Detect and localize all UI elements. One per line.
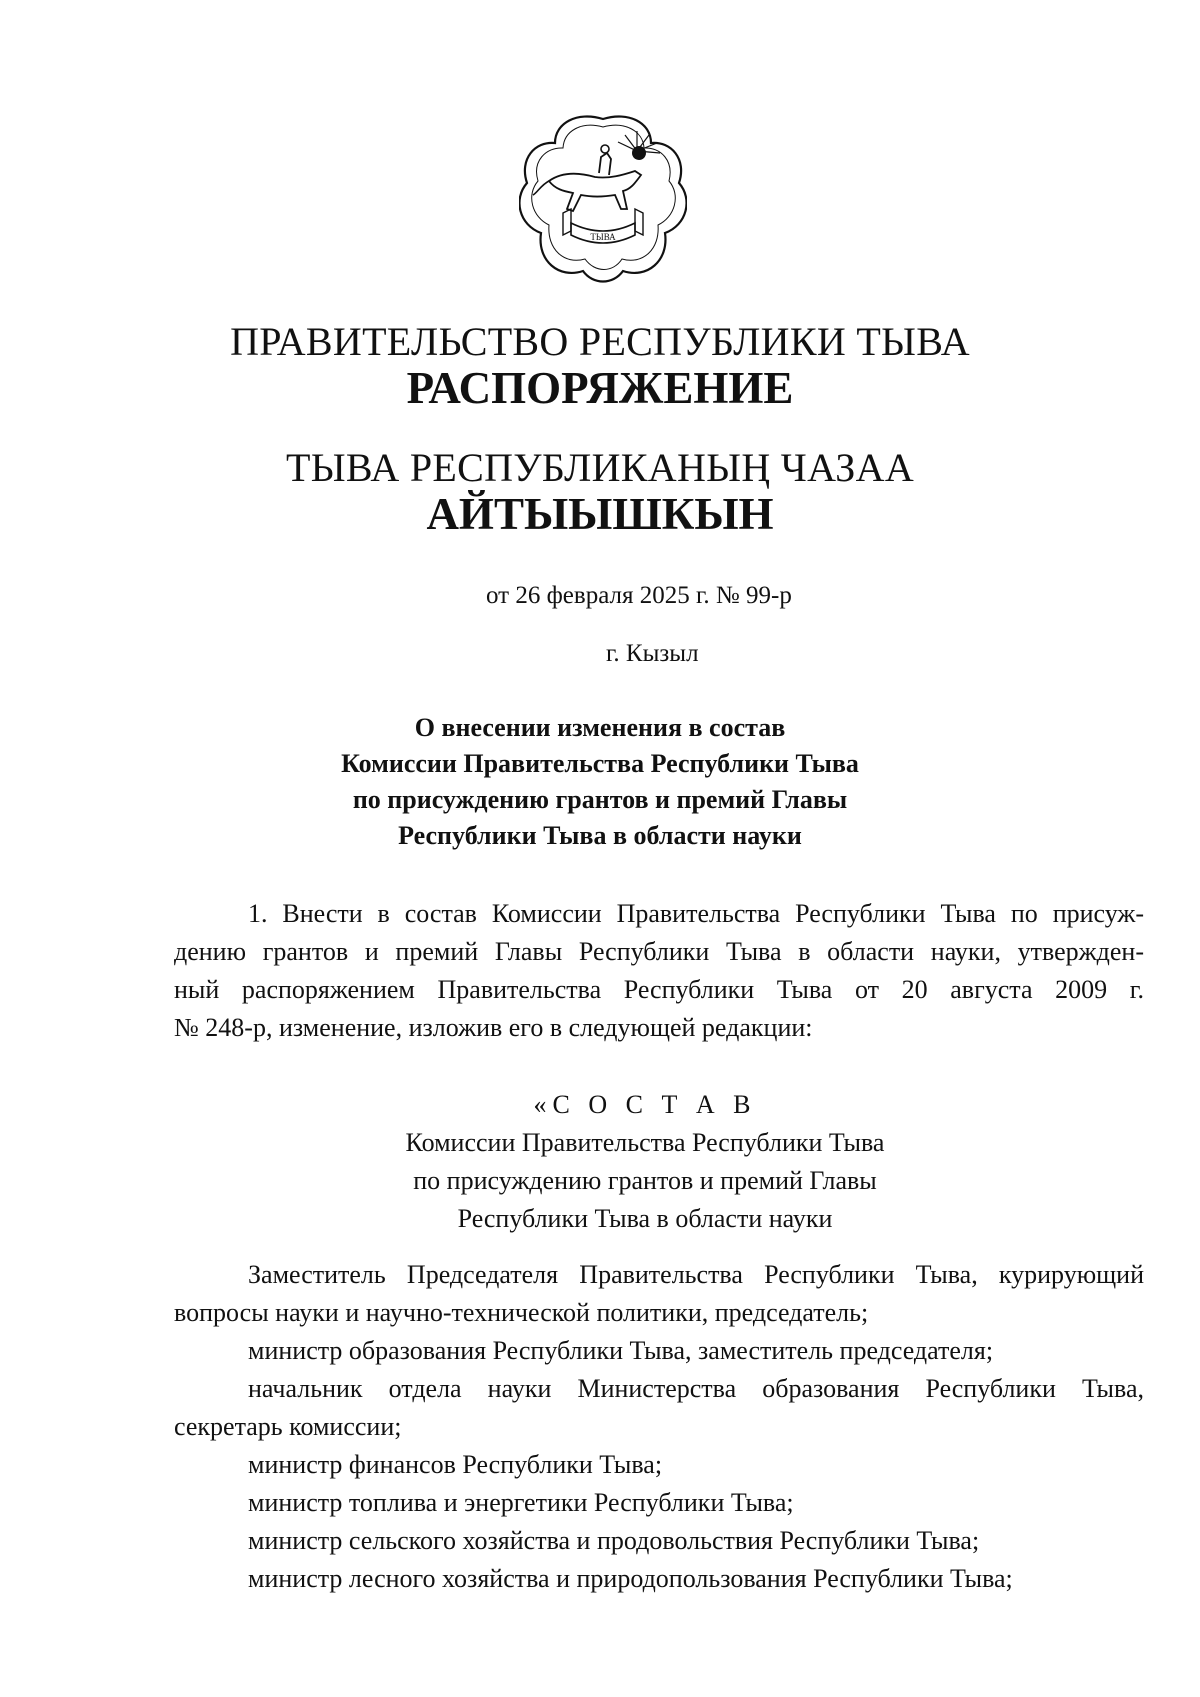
member-line: министр топлива и энергетики Республики Тыва; [248,1488,794,1517]
title-line: по присуждению грантов и премий Главы [352,785,848,814]
member-line: вопросы науки и научно-технической политики, председатель; [174,1298,869,1327]
member-line: министр финансов Республики Тыва; [248,1450,663,1479]
paragraph-1 [174,895,1144,1047]
paragraph-line: дению грантов и премий Главы Республики Тыва в области науки, утвержден- [174,937,1144,966]
composition-heading-block [0,1086,1200,1238]
member-line: министр образования Республики Тыва, заместитель председателя; [248,1336,994,1365]
composition-line: Комиссии Правительства Республики Тыва [405,1128,885,1157]
member-line: министр сельского хозяйства и продовольствия Республики Тыва; [248,1526,980,1555]
member-line: начальник отдела науки Министерства образования Республики Тыва, [248,1374,1144,1403]
title-line: Комиссии Правительства Республики Тыва [341,749,859,778]
svg-text:ТЫВА: ТЫВА [590,232,616,242]
emblem-outline [519,116,686,281]
document-type-tv: АЙТЫЫШКЫН [426,489,774,539]
paragraph-line: ный распоряжением Правительства Республики Тыва от 20 августа 2009 г. [174,975,1144,1004]
document-city: г. Кызыл [606,640,699,667]
organization-name-tv: ТЫВА РЕСПУБЛИКАНЫҢ ЧАЗАА [285,445,915,490]
document-date-number: от 26 февраля 2025 г. № 99-р [486,582,792,609]
composition-line: по присуждению грантов и премий Главы [413,1166,877,1195]
composition-line: Республики Тыва в области науки [457,1204,833,1233]
coat-of-arms-emblem [519,113,687,285]
member-line: Заместитель Председателя Правительства Республики Тыва, курирующий [248,1260,1144,1289]
document-type-ru: РАСПОРЯЖЕНИЕ [406,363,794,413]
organization-name-ru: ПРАВИТЕЛЬСТВО РЕСПУБЛИКИ ТЫВА [230,319,970,364]
members-list [174,1256,1144,1598]
paragraph-line: 1. Внести в состав Комиссии Правительства Республики Тыва по присуж- [248,899,1144,928]
member-line: министр лесного хозяйства и природопользования Республики Тыва; [248,1564,1013,1593]
member-line: секретарь комиссии; [174,1412,402,1441]
title-line: О внесении изменения в состав [414,713,786,742]
title-line: Республики Тыва в области науки [398,821,802,850]
document-title [0,710,1200,854]
composition-heading: «С О С Т А В [533,1090,757,1119]
paragraph-line: № 248-р, изменение, изложив его в следующей редакции: [174,1013,813,1042]
